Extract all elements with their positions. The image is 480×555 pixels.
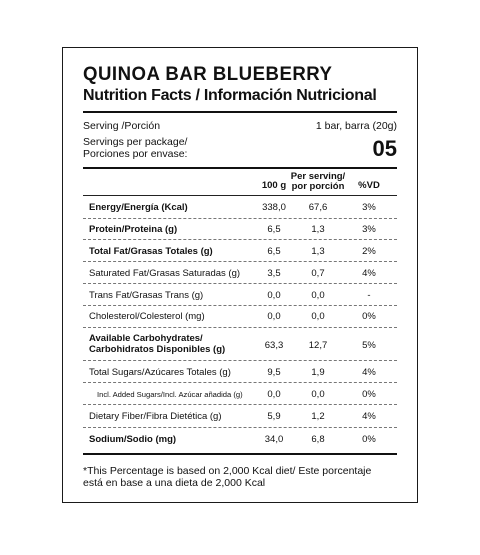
row-per-serving: 0,0 xyxy=(311,389,325,400)
row-per100g: 63,3 xyxy=(264,340,284,351)
divider xyxy=(83,283,397,284)
row-per100g: 0,0 xyxy=(267,290,281,301)
row-per-serving: 1,3 xyxy=(311,224,325,235)
row-per100g: 0,0 xyxy=(267,389,281,400)
row-dv: - xyxy=(367,290,371,301)
row-name: Dietary Fiber/Fibra Dietética (g) xyxy=(89,411,222,422)
row-name: Energy/Energía (Kcal) xyxy=(89,202,188,213)
nutrition-label xyxy=(62,47,418,503)
row-per-serving: 0,0 xyxy=(311,311,325,322)
row-per-serving: 1,3 xyxy=(311,246,325,257)
product-name: QUINOA BAR BLUEBERRY xyxy=(83,64,333,85)
divider xyxy=(83,167,397,169)
label-title: Nutrition Facts / Información Nutricional xyxy=(83,87,377,104)
divider xyxy=(83,305,397,306)
divider xyxy=(83,382,397,383)
servings-per-package-label-2: Porciones por envase: xyxy=(83,148,188,160)
servings-per-package-value: 05 xyxy=(372,136,397,161)
serving-label: Serving /Porción xyxy=(83,120,161,132)
row-per100g: 9,5 xyxy=(267,367,281,378)
row-name: Saturated Fat/Grasas Saturadas (g) xyxy=(89,268,241,279)
row-per-serving: 6,8 xyxy=(311,434,325,445)
row-per100g: 5,9 xyxy=(267,411,281,422)
row-name: Total Sugars/Azúcares Totales (g) xyxy=(89,367,231,378)
divider xyxy=(83,195,397,196)
row-dv: 4% xyxy=(362,367,376,378)
divider xyxy=(83,404,397,405)
row-dv: 4% xyxy=(362,268,376,279)
row-name: Incl. Added Sugars/Incl. Azúcar añadida (g) xyxy=(97,390,243,399)
serving-value: 1 bar, barra (20g) xyxy=(315,120,397,132)
row-per100g: 3,5 xyxy=(267,268,281,279)
col-header-per-serving-2: por porción xyxy=(291,181,345,192)
col-header-per-serving-1: Per serving/ xyxy=(290,171,346,182)
row-per-serving: 12,7 xyxy=(308,340,328,351)
row-per-serving: 0,7 xyxy=(311,268,325,279)
row-name: Cholesterol/Colesterol (mg) xyxy=(89,311,205,322)
divider xyxy=(83,327,397,328)
divider xyxy=(83,218,397,219)
row-per100g: 34,0 xyxy=(264,434,284,445)
footnote-line2: está en base a una dieta de 2,000 Kcal xyxy=(83,477,266,489)
footnote-line1: *This Percentage is based on 2,000 Kcal diet/ Este porcentaje xyxy=(83,465,372,477)
row-dv: 3% xyxy=(362,202,376,213)
row-per100g: 338,0 xyxy=(262,202,286,213)
row-per-serving: 1,2 xyxy=(311,411,325,422)
row-per-serving: 1,9 xyxy=(311,367,325,378)
row-name-line1: Available Carbohydrates/ xyxy=(89,333,203,344)
servings-per-package-label-1: Servings per package/ xyxy=(83,136,188,148)
row-dv: 5% xyxy=(362,340,376,351)
row-name: Trans Fat/Grasas Trans (g) xyxy=(89,290,204,301)
row-per-serving: 0,0 xyxy=(311,290,325,301)
divider xyxy=(83,111,397,113)
col-header-dv: %VD xyxy=(358,180,380,191)
divider xyxy=(83,453,397,455)
row-name: Sodium/Sodio (mg) xyxy=(89,434,177,445)
footnote xyxy=(83,465,371,489)
row-dv: 3% xyxy=(362,224,376,235)
divider xyxy=(83,239,397,240)
row-name-line2: Carbohidratos Disponibles (g) xyxy=(89,344,226,355)
row-dv: 0% xyxy=(362,434,376,445)
divider xyxy=(83,261,397,262)
row-name: Total Fat/Grasas Totales (g) xyxy=(89,246,213,257)
divider xyxy=(83,360,397,361)
row-per100g: 6,5 xyxy=(267,246,281,257)
row-dv: 0% xyxy=(362,311,376,322)
row-dv: 0% xyxy=(362,389,376,400)
row-name: Protein/Proteina (g) xyxy=(89,224,178,235)
col-header-100g: 100 g xyxy=(261,180,287,191)
divider xyxy=(83,427,397,428)
row-dv: 2% xyxy=(362,246,376,257)
row-per-serving: 67,6 xyxy=(308,202,328,213)
row-per100g: 6,5 xyxy=(267,224,281,235)
row-dv: 4% xyxy=(362,411,376,422)
row-per100g: 0,0 xyxy=(267,311,281,322)
